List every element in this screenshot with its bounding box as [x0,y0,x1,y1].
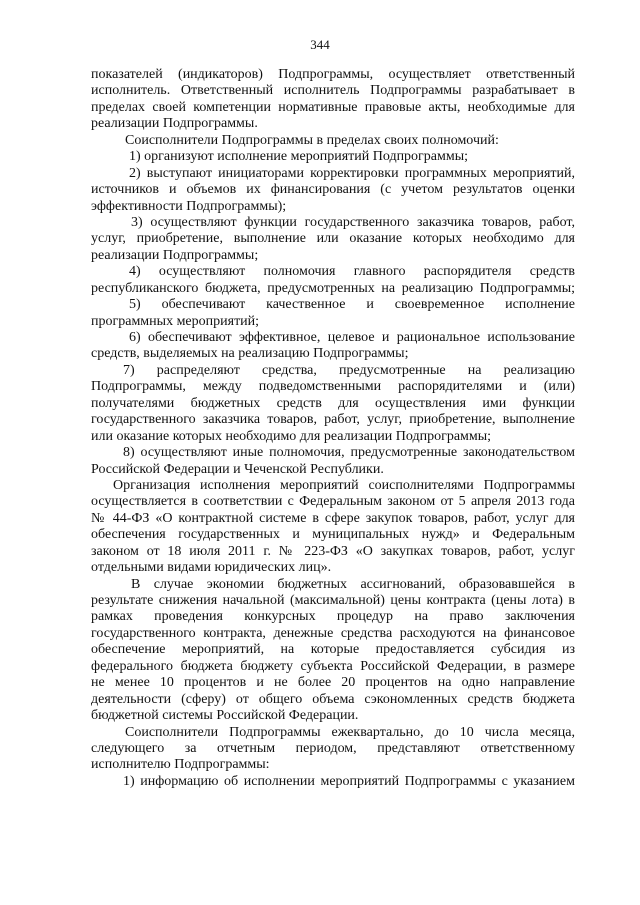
text-line: реализации Подпрограммы; [91,247,259,263]
text-line: осуществляется в соответствии с Федеральным законом от 5 апреля 2013 года [91,494,575,510]
text-line: 1) информацию об исполнении мероприятий Подпрограммы с указанием [123,773,575,789]
text-line: Соисполнители Подпрограммы ежеквартально, до 10 числа месяца, [125,724,575,740]
text-line: № 44-ФЗ «О контрактной системе в сфере закупок товаров, работ, услуг для [91,510,575,526]
text-line: рамках проведения конкурсных процедур на право заключения [91,609,575,625]
text-line: получателями бюджетных средств для осуществления ими функции [91,395,575,411]
text-line: результате снижения начальной (максимальной) цены контракта (цены лота) в [91,593,575,608]
text-line: законом от 18 июля 2011 г. № 223-ФЗ «О закупках товаров, работ, услуг [91,543,575,559]
text-line: исполнителю Подпрограммы: [91,757,270,773]
text-line: 5) обеспечивают качественное и своевременное исполнение [129,297,575,313]
text-line: программных мероприятий; [91,313,260,329]
text-line: отдельными видами юридических лиц». [91,560,332,576]
text-line: средств, выделяемых на реализацию Подпрограммы; [91,346,409,362]
text-line: обеспечение мероприятий, на которые предоставляется субсидия из [91,642,575,658]
text-line: Подпрограммы, между подведомственными распорядителями и (или) [91,379,575,395]
text-line: обеспечения государственных и муниципальных нужд» и Федеральным [91,527,575,543]
text-line: эффективности Подпрограммы); [91,198,287,214]
text-line: исполнитель. Ответственный исполнитель Подпрограммы разрабатывает в [91,83,575,99]
text-line: Российской Федерации и Чеченской Республики. [91,461,384,477]
text-line: Соисполнители Подпрограммы в пределах своих полномочий: [125,132,499,148]
text-line: 7) распределяют средства, предусмотренные на реализацию [123,362,575,378]
text-line: реализации Подпрограммы. [91,116,258,132]
text-line: 2) выступают инициаторами корректировки программных мероприятий, [129,165,575,181]
text-line: деятельности (сферу) от общего объема сэкономленных средств бюджета [91,691,575,707]
text-line: 6) обеспечивают эффективное, целевое и рациональное использование [129,330,575,345]
text-line: не менее 10 процентов и не более 20 процентов на одно направление [91,675,575,691]
text-line: В случае экономии бюджетных ассигнований, образовавшейся в [131,576,575,592]
text-line: государственного заказчика товаров, работ, услуг, приобретение, выполнение [91,412,575,428]
document-body [91,67,575,790]
text-line: или оказание которых необходимо для реализации Подпрограммы; [91,428,492,444]
text-line: федерального бюджета бюджету субъекта Российской Федерации, в размере [91,658,575,674]
text-line: источников и объемов их финансирования (с учетом результатов оценки [91,182,575,198]
text-line: пределах своей компетенции нормативные правовые акты, необходимые для [91,99,575,115]
text-line: Организация исполнения мероприятий соисполнителями Подпрограммы [113,477,575,493]
text-line: 1) организуют исполнение мероприятий Подпрограммы; [129,149,469,165]
text-line: 4) осуществляют полномочия главного распорядителя средств [129,264,575,280]
page-number: 344 [310,37,330,52]
text-line: республиканского бюджета, предусмотренных на реализацию Подпрограммы; [91,280,575,296]
text-line: государственного контракта, денежные средства расходуются на финансовое [91,625,575,641]
text-line: бюджетной системы Российской Федерации. [91,708,359,724]
text-line: показателей (индикаторов) Подпрограммы, осуществляет ответственный [91,67,575,82]
text-line: 8) осуществляют иные полномочия, предусмотренные законодательством [123,445,575,461]
text-line: услуг, приобретение, выполнение или оказание которых необходимо для [91,231,575,247]
text-line: следующего за отчетным периодом, представляют ответственному [91,740,575,756]
text-line: 3) осуществляют функции государственного заказчика товаров, работ, [131,214,575,230]
